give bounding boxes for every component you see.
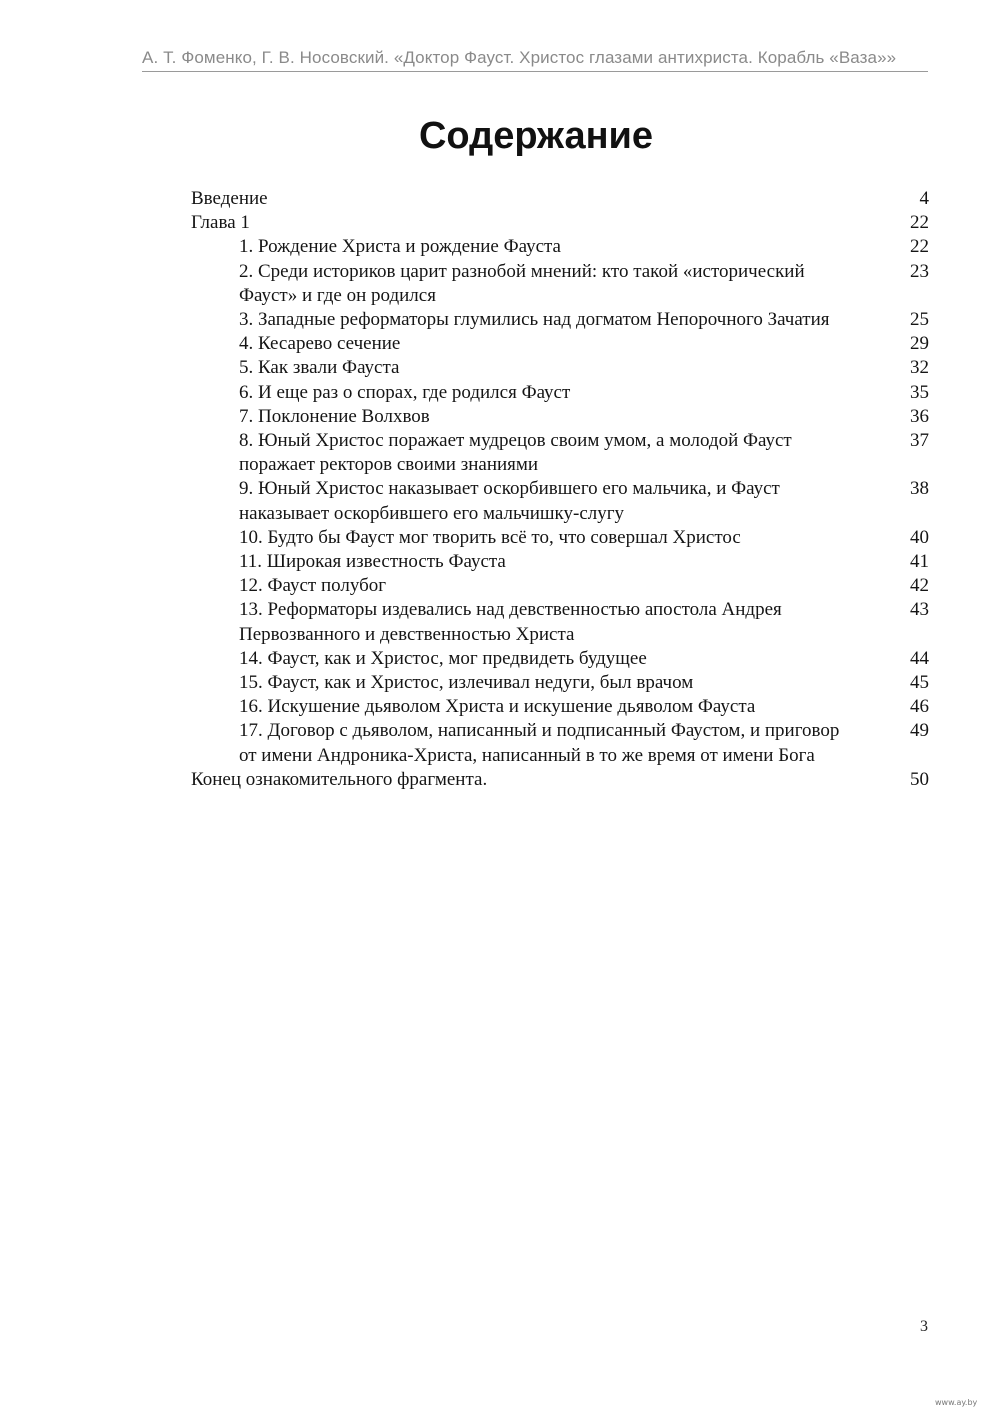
toc-entry-title: 9. Юный Христос наказывает оскорбившего его мальчика, и Фауст наказывает оскорбившего его мальчишку-слугу <box>239 478 780 524</box>
toc-entry-section-4[interactable] <box>191 332 929 356</box>
toc-entry-section-1[interactable] <box>191 235 929 259</box>
toc-entry-section-2[interactable] <box>191 260 929 308</box>
toc-entry-section-10[interactable] <box>191 526 929 550</box>
toc-entry-introduction[interactable] <box>191 187 929 211</box>
toc-entry-section-3[interactable] <box>191 308 929 332</box>
toc-entry-section-17[interactable] <box>191 719 929 767</box>
toc-entry-end-of-fragment[interactable] <box>191 768 929 792</box>
toc-title: Содержание <box>418 115 654 157</box>
toc-entry-section-6[interactable] <box>191 381 929 405</box>
toc-entry-page: 37 <box>910 430 929 452</box>
toc-entry-chapter-1[interactable] <box>191 211 929 235</box>
toc-entry-title: Введение <box>191 188 268 209</box>
toc-entry-page: 43 <box>910 599 929 621</box>
toc-entry-title: 17. Договор с дьяволом, написанный и подписанный Фаустом, и приговор от имени Андроника-Христа, написанный в то же время от имени Бога <box>239 720 840 766</box>
toc-entry-title: 16. Искушение дьяволом Христа и искушение дьяволом Фауста <box>239 696 756 718</box>
toc-entry-title: 6. И еще раз о спорах, где родился Фауст <box>239 381 571 403</box>
toc-entry-page: 32 <box>910 357 929 379</box>
toc-entry-page: 22 <box>910 236 929 258</box>
toc-entry-section-15[interactable] <box>191 671 929 695</box>
table-of-contents <box>191 187 929 792</box>
toc-entry-page: 23 <box>910 260 929 282</box>
watermark: www.ay.by <box>935 1398 978 1407</box>
toc-entry-page: 35 <box>910 381 929 403</box>
toc-entry-title: 4. Кесарево сечение <box>239 333 401 355</box>
toc-entry-title: 13. Реформаторы издевались над девственностью апостола Андрея Первозванного и девственностью Христа <box>239 599 782 645</box>
toc-entry-title: 14. Фауст, как и Христос, мог предвидеть будущее <box>239 647 647 669</box>
toc-entry-page: 29 <box>910 333 929 355</box>
toc-entry-section-8[interactable] <box>191 429 929 477</box>
toc-entry-section-12[interactable] <box>191 574 929 598</box>
toc-entry-title: 11. Широкая известность Фауста <box>239 551 506 573</box>
toc-entry-section-7[interactable] <box>191 405 929 429</box>
toc-entry-title: Конец ознакомительного фрагмента. <box>191 768 488 790</box>
toc-entry-page: 49 <box>910 720 929 742</box>
page-number: 3 <box>920 1318 928 1335</box>
toc-entry-title: 7. Поклонение Волхвов <box>239 405 430 427</box>
toc-entry-section-5[interactable] <box>191 356 929 380</box>
toc-entry-title: 10. Будто бы Фауст мог творить всё то, что совершал Христос <box>239 526 741 548</box>
toc-entry-title: 8. Юный Христос поражает мудрецов своим умом, а молодой Фауст поражает ректоров своими знаниями <box>239 430 792 476</box>
toc-entry-title: 12. Фауст полубог <box>239 575 387 597</box>
toc-entry-page: 40 <box>910 526 929 548</box>
toc-entry-page: 46 <box>910 696 929 718</box>
toc-entry-section-13[interactable] <box>191 598 929 646</box>
toc-entry-title: 3. Западные реформаторы глумились над догматом Непорочного Зачатия <box>239 309 830 331</box>
toc-entry-page: 22 <box>910 212 929 234</box>
toc-entry-title: 1. Рождение Христа и рождение Фауста <box>239 236 561 258</box>
toc-entry-page: 44 <box>910 647 929 669</box>
toc-entry-title: 2. Среди историков царит разнобой мнений: кто такой «исторический Фауст» и где он родился <box>239 260 805 306</box>
toc-entry-page: 50 <box>910 768 929 790</box>
toc-entry-title: 15. Фауст, как и Христос, излечивал недуги, был врачом <box>239 672 694 694</box>
toc-entry-page: 36 <box>910 405 929 427</box>
toc-entry-section-9[interactable] <box>191 477 929 525</box>
toc-entry-page: 4 <box>919 188 929 209</box>
toc-entry-section-14[interactable] <box>191 647 929 671</box>
header-divider <box>142 71 928 72</box>
running-header: А. Т. Фоменко, Г. В. Носовский. «Доктор Фауст. Христос глазами антихриста. Корабль «Ваза»» <box>142 48 897 67</box>
toc-entry-page: 38 <box>910 478 929 500</box>
toc-entry-title: Глава 1 <box>191 212 250 234</box>
toc-entry-section-11[interactable] <box>191 550 929 574</box>
toc-entry-section-16[interactable] <box>191 695 929 719</box>
toc-entry-title: 5. Как звали Фауста <box>239 357 400 379</box>
toc-entry-page: 25 <box>910 309 929 331</box>
toc-entry-page: 41 <box>910 551 929 573</box>
toc-entry-page: 42 <box>910 575 929 597</box>
toc-entry-page: 45 <box>910 672 929 694</box>
